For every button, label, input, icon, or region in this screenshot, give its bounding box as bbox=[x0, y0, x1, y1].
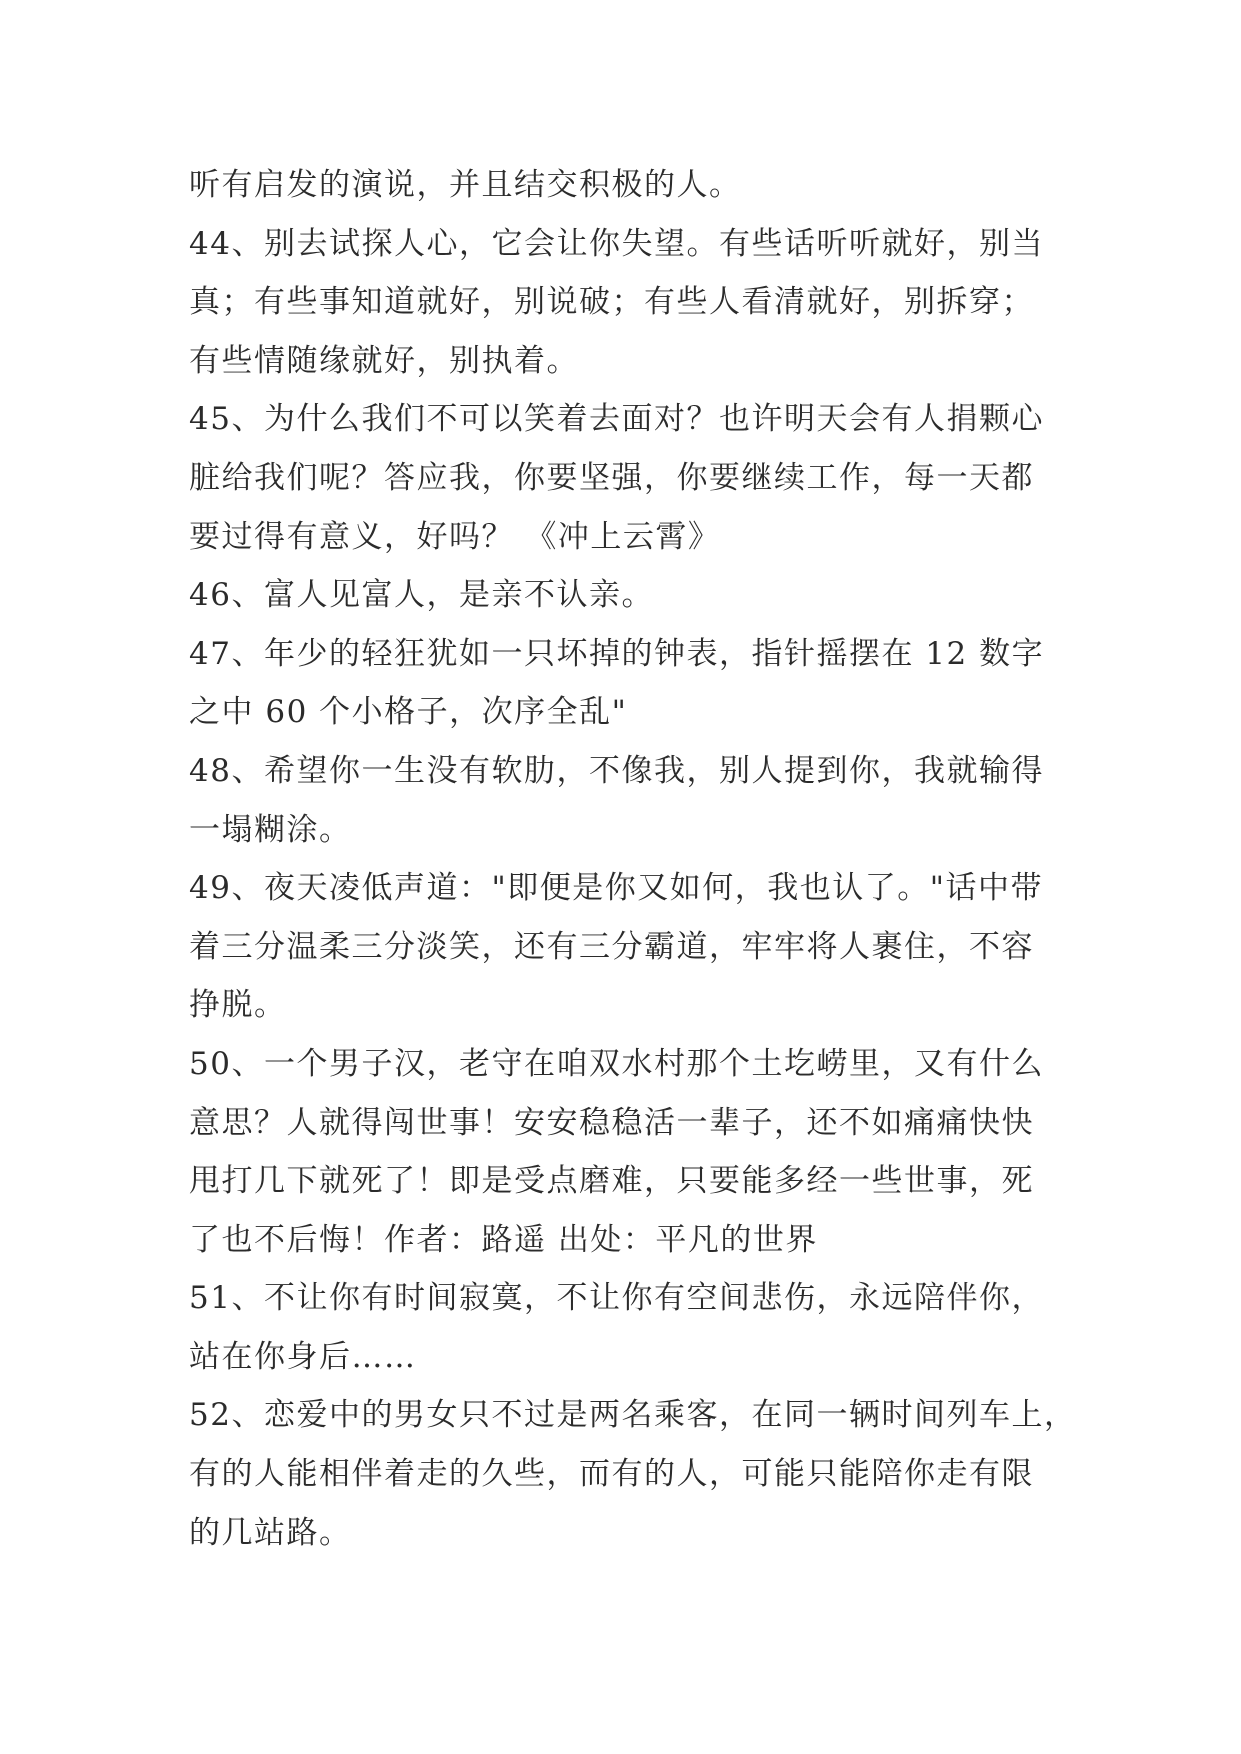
text-line: 了也不后悔！作者：路遥 出处：平凡的世界 bbox=[189, 1221, 818, 1258]
text-line: 的几站路。 bbox=[189, 1514, 352, 1551]
text-line: 有些情随缘就好，别执着。 bbox=[189, 342, 579, 379]
text-line: 甩打几下就死了！即是受点磨难，只要能多经一些世事，死 bbox=[189, 1163, 1034, 1200]
text-line: 49、夜天凌低声道："即便是你又如何，我也认了。"话中带 bbox=[189, 870, 1043, 907]
text-line: 有的人能相伴着走的久些，而有的人，可能只能陪你走有限 bbox=[189, 1456, 1034, 1493]
text-line: 一塌糊涂。 bbox=[189, 811, 352, 848]
text-line: 着三分温柔三分淡笑，还有三分霸道，牢牢将人裹住，不容 bbox=[189, 928, 1034, 965]
text-line: 意思？人就得闯世事！安安稳稳活一辈子，还不如痛痛快快 bbox=[189, 1104, 1034, 1141]
text-line: 48、希望你一生没有软肋，不像我，别人提到你，我就输得 bbox=[189, 752, 1044, 789]
text-line: 之中 60 个小格子，次序全乱" bbox=[189, 694, 628, 731]
text-line: 45、为什么我们不可以笑着去面对？也许明天会有人捐颗心 bbox=[189, 401, 1044, 438]
text-line: 要过得有意义，好吗？ 《冲上云霄》 bbox=[189, 518, 721, 555]
text-line: 听有启发的演说，并且结交积极的人。 bbox=[189, 167, 742, 203]
text-line: 挣脱。 bbox=[189, 987, 287, 1024]
text-line: 50、一个男子汉，老守在咱双水村那个土圪崂里，又有什么 bbox=[189, 1045, 1044, 1082]
body-text bbox=[189, 156, 1077, 1562]
text-line: 46、富人见富人，是亲不认亲。 bbox=[189, 577, 654, 614]
text-line: 44、别去试探人心，它会让你失望。有些话听听就好，别当 bbox=[189, 225, 1044, 262]
text-line: 47、年少的轻狂犹如一只坏掉的钟表，指针摇摆在 12 数字 bbox=[189, 635, 1045, 672]
text-line: 脏给我们呢？答应我，你要坚强，你要继续工作，每一天都 bbox=[189, 459, 1034, 496]
text-line: 站在你身后…… bbox=[189, 1338, 417, 1375]
text-line: 51、不让你有时间寂寞，不让你有空间悲伤，永远陪伴你， bbox=[189, 1280, 1044, 1317]
text-line: 真；有些事知道就好，别说破；有些人看清就好，别拆穿； bbox=[189, 284, 1034, 321]
text-line: 52、恋爱中的男女只不过是两名乘客，在同一辆时间列车上， bbox=[189, 1397, 1077, 1434]
